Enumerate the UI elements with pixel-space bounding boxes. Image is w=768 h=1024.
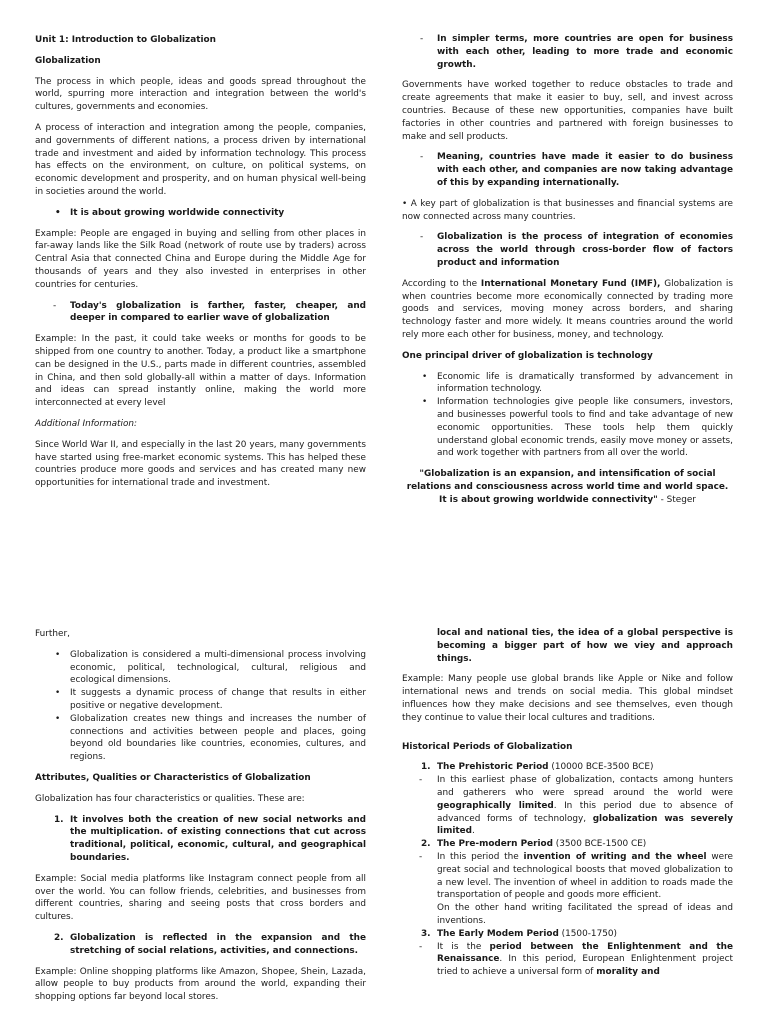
period-number: 1. (421, 762, 431, 773)
list-item: • It suggests a dynamic process of change that results in either positive or negative development. (70, 687, 366, 713)
dash-item: - Meaning, countries have made it easier to do business with each other, and companies are now taking advantage of this by expanding internationally. (402, 151, 733, 189)
item-number: 1. (54, 814, 64, 825)
list-item (54, 814, 366, 865)
period-description (437, 941, 733, 979)
page2-left-column (35, 628, 366, 1012)
section-heading: Globalization (35, 55, 101, 66)
tech-bullet-list (402, 371, 733, 461)
desc-text: In this earliest phase of globalization, contacts among hunters and gatherers who were spread around the world were (437, 775, 733, 798)
continued-text: local and national ties, the idea of a global perspective is becoming a bigger part of how we viey and approach things. (437, 628, 733, 664)
item-text: Globalization is reflected in the expansion and the stretching of social relations, activities, and connections. (70, 932, 366, 956)
list-item: • Globalization creates new things and increases the number of connections and activities between people and places, going beyond old boundaries like countries, economies, cultures, and regions. (70, 713, 366, 764)
additional-info-label: Additional Information: (35, 418, 138, 429)
dash-item: - Globalization is the process of integration of economies across the world through cross-border flow of factors product and information (402, 231, 733, 269)
driver-heading: One principal driver of globalization is technology (402, 350, 653, 361)
dash-item: - In simpler terms, more countries are open for business with each other, leading to more trade and economic growth. (402, 33, 733, 71)
paragraph: A process of interaction and integration among the people, companies, and governments of different nations, a process driven by international trade and investment and aided by information technology. This process has effects on the environment, on culture, on political systems, on economic development and prosperity, and on human physical well-being in societies around the world. (35, 122, 366, 197)
numbered-list (35, 932, 366, 958)
numbered-list (35, 814, 366, 865)
imf-intro: According to the (402, 278, 481, 289)
period-item (421, 838, 733, 928)
desc-text: . (472, 826, 475, 837)
further-label: Further, (35, 629, 70, 639)
quote-text: "Globalization is an expansion, and intensification of social relations and consciousness across world time and world space. It is about growing worldwide connectivity" (406, 469, 729, 505)
item-number: 2. (54, 932, 64, 943)
imf-name: International Monetary Fund (IMF), (480, 278, 661, 289)
period-range: (10000 BCE-3500 BCE) (548, 762, 654, 773)
paragraph: Since World War II, and especially in the last 20 years, many governments have started using free-market economic systems. This has helped these countries produce more goods and services and has created many new opportunities for international trade and investment. (35, 439, 366, 489)
example-paragraph: Example: Many people use global brands like Apple or Nike and follow international news and trends on social media. This global mindset influences how they make decisions and see themselves, even though they continue to value their local cultures and traditions. (402, 674, 733, 723)
period-number: 3. (421, 928, 431, 939)
historical-periods-heading: Historical Periods of Globalization (402, 741, 573, 752)
list-item: • Globalization is considered a multi-dimensional process involving economic, political, technological, cultural, religious and ecological dimensions. (70, 649, 366, 687)
example-paragraph: Example: People are engaged in buying and selling from other places in far-away lands like the Silk Road (network of route use by traders) across Central Asia that connected China and Europe during the Middle Age for thousands of years and they also invested in enterprises in other countries for centuries. (35, 228, 366, 290)
period-item (421, 761, 733, 838)
paragraph: Globalization has four characteristics or qualities. These are: (35, 793, 305, 804)
period-title: The Early Modem Period (437, 928, 559, 939)
desc-text: were great social and technological boosts that moved globalization to a new level. The invention of wheel in addition to roads made the transportation of people and goods more efficient. (437, 851, 733, 901)
desc-emphasis: globalization was severely limited (437, 813, 733, 837)
list-item: • Information technologies give people like consumers, investors, and businesses powerful tools to find and take advantage of new economic opportunities. These tools help them quickly understand global economic trends, easily move money or assets, and work together with partners from all over the world. (437, 396, 733, 460)
imf-paragraph (402, 278, 733, 342)
paragraph: Governments have worked together to reduce obstacles to trade and create agreements that make it easier to buy, sell, and invest across countries. Because of these new opportunities, companies have built factories in other countries and partnered with foreign businesses to make and sell products. (402, 80, 733, 142)
item-text: It involves both the creation of new social networks and the multiplication. of existing connections that cut across traditional, political, economic, cultural, and geographical boundaries. (70, 814, 366, 863)
page2-right-column (402, 627, 733, 979)
desc-text: . In this period, European Enlightenment project tried to achieve a universal form of (437, 954, 733, 978)
period-item (421, 928, 733, 979)
example-paragraph: Example: In the past, it could take weeks or months for goods to be shipped from one country to another. Today, a product like a smartphone can be designed in the U.S., parts made in different countries, assembled in China, and then sold globally-all within a matter of days. Information and ideas can spread instantly online, making the world more interconnected at every level (35, 334, 366, 409)
period-description-extra: On the other hand writing facilitated the spread of ideas and inventions. (437, 903, 733, 926)
desc-text: It is the (437, 941, 490, 952)
example-paragraph: Example: Online shopping platforms like Amazon, Shopee, Shein, Lazada, allow people to buy products from around the world, expanding their shopping options far beyond local stores. (35, 966, 366, 1003)
bullet-list (35, 649, 366, 764)
desc-text: . In this period due to absence of advanced forms of technology, (437, 800, 733, 824)
period-description (437, 851, 733, 902)
unit-title: Unit 1: Introduction to Globalization (35, 35, 216, 45)
paragraph: The process in which people, ideas and goods spread throughout the world, spurring more interaction and integration between the world's cultures, governments and economies. (35, 76, 366, 113)
period-range: (3500 BCE-1500 CE) (552, 839, 647, 850)
dash-item: - Today's globalization is farther, faster, cheaper, and deeper in compared to earlier wave of globalization (35, 300, 366, 326)
bullet-list (35, 207, 366, 220)
attributes-heading: Attributes, Qualities or Characteristics of Globalization (35, 772, 311, 783)
list-item (54, 932, 366, 958)
list-item: • Economic life is dramatically transformed by advancement in information technology. (437, 371, 733, 397)
desc-text: In this period the (437, 851, 524, 862)
desc-emphasis: period between the Enlightenment and the Renaissance (437, 941, 733, 965)
page1-left-column (35, 34, 366, 498)
periods-list (402, 761, 733, 979)
period-title: The Pre-modern Period (437, 839, 553, 850)
page1-right-column (402, 33, 733, 515)
desc-emphasis: geographically limited (437, 800, 554, 811)
example-paragraph: Example: Social media platforms like Instagram connect people from all over the world. You can follow friends, celebrities, and businesses from different countries, sharing and seeing posts that cross borders and cultures. (35, 873, 366, 923)
imf-text: Globalization is when countries become more economically connected by trading more goods and services, moving money across borders, and sharing technology faster and more widely. It means countries around the world rely more each other for business, money, and technology. (402, 278, 734, 340)
period-range: (1500-1750) (558, 928, 617, 939)
period-description (437, 774, 733, 838)
quote-author: - Steger (657, 494, 696, 505)
desc-emphasis: invention of writing and the wheel (523, 851, 707, 862)
paragraph: • A key part of globalization is that businesses and financial systems are now connected across many countries. (402, 198, 733, 222)
period-number: 2. (421, 839, 431, 850)
period-title: The Prehistoric Period (437, 762, 549, 773)
steger-quote (402, 468, 733, 506)
list-item: • It is about growing worldwide connectivity (70, 207, 366, 220)
desc-emphasis: morality and (596, 967, 660, 978)
